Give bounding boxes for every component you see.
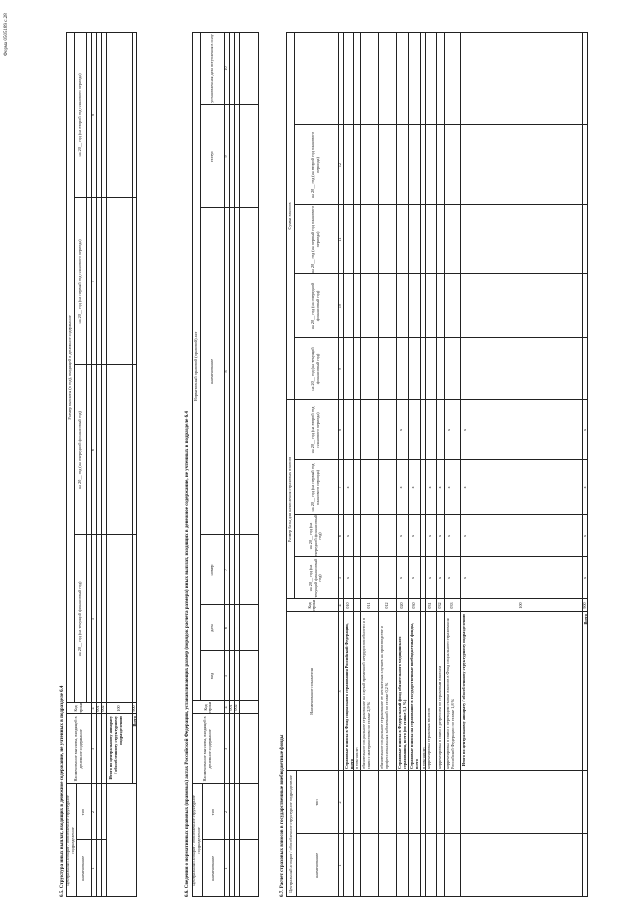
indicator-header: Наименование показателя [308, 668, 314, 715]
col-num: 7 [223, 568, 229, 572]
row-code: 020 [398, 602, 404, 609]
not-applicable-mark: x [397, 486, 403, 489]
col-num: 8 [337, 428, 343, 432]
not-applicable-mark: x [397, 576, 403, 580]
row-code [353, 599, 360, 612]
not-applicable-mark: x [445, 576, 451, 580]
not-applicable-mark: x [445, 428, 451, 432]
sum-year-plan2-header: на 20__ год (на второй год планового периода) [310, 131, 320, 199]
form-code: Форма 0505189 с.28 [4, 13, 9, 56]
not-applicable-mark: x [436, 486, 442, 489]
row-code: 030 [410, 602, 416, 609]
col-num: 6 [90, 448, 96, 452]
org-unit-header: Центральный аппарат / обособленное структурное подразделение [287, 775, 293, 893]
indicator-label: обязательное социальное страхование от несчастных случаев на производстве и профессиональных заболеваний по ставке 0,2 % [379, 626, 390, 769]
not-applicable-mark: x [344, 576, 350, 580]
sum-year-plan1-header: на 20__ год (на первый год планового периода) [310, 205, 320, 274]
sum-year-next-header: на 20__ год (на очередной финансовый год) [310, 282, 320, 330]
col-num: 4 [223, 706, 229, 709]
act-date-header: дата [208, 624, 214, 632]
row-code-header: Код строки [74, 702, 83, 715]
not-applicable-mark: x [581, 534, 587, 538]
col-num: 3 [223, 747, 229, 751]
col-num: 6 [223, 626, 229, 630]
row-code: 100 [115, 705, 121, 712]
sum-year-current-header: на 20__ год (на текущий финансовый год) [310, 347, 320, 391]
col-num: 8 [223, 370, 229, 373]
year-plan2-header: на 20__ год (на второй год планового периода) [76, 73, 82, 157]
base-year-plan1-header: на 20__ год (на первый год планового периода) [310, 463, 320, 512]
col-num: 1 [90, 867, 96, 870]
not-applicable-mark: x [409, 486, 415, 489]
indicator-label: Страховые взносы в Фонд социального страхования Российской Федерации, всего [344, 623, 355, 769]
payment-name-header: Наименование выплаты, входящей в денежное содержание [72, 716, 83, 782]
col-num: 7 [90, 280, 96, 283]
col-num: 2 [223, 810, 229, 814]
row-code: 033 [448, 602, 454, 609]
sum-title-header: Сумма взносов [286, 202, 292, 230]
section-6-6-title: 6.6. Сведения о нормативных правовых (правовых) актах Российской Федерации, устанавливающих размер (порядок расчета размера) иных выплат, входящих в денежное содержание, не учтенных в подразделе 6.4 [185, 411, 190, 897]
act-name-header: наименование [208, 358, 214, 385]
row-code: 900 [581, 602, 587, 609]
base-title-header: Размер базы для начисления страховых взносов [286, 456, 292, 543]
indicator-label: корректировка страховых взносов [426, 708, 431, 769]
not-applicable-mark: x [344, 534, 350, 538]
name-header: наименование [209, 855, 215, 882]
indicator-label: в том числе: [421, 747, 426, 769]
row-code: 002 [233, 704, 239, 711]
act-title-header: Нормативный правовой (правовой) акт [192, 331, 198, 402]
section-6-7-title: 6.7. Расчет страховых взносов в государственные внебюджетные фонды [280, 734, 285, 897]
not-applicable-mark: x [426, 534, 432, 538]
not-applicable-mark: x [436, 534, 442, 538]
type-header: тип [209, 808, 215, 816]
indicator-label: корректировка в связи с переводом ставки взносов в Фонд социального страхования Российской Федерации по ставке 1,8 % [445, 618, 456, 769]
col-num: 1 [223, 867, 229, 870]
year-plan1-header: на 20__ год (на первый год планового периода) [76, 239, 82, 324]
indicator-label: обязательное социальное страхование на случай временной нетрудоспособности и в связи с материнством по ставке 2,9 % [361, 618, 372, 769]
col-num: 11 [337, 237, 343, 242]
total-label: Всего [132, 716, 137, 727]
row-code: 012 [383, 602, 389, 609]
indicator-label: Страховые взносы на страхование в государственные внебюджетные фонды, всего [409, 623, 420, 769]
not-applicable-mark: x [461, 576, 467, 580]
row-code: 010 [344, 602, 350, 609]
col-num: 2 [337, 801, 343, 804]
not-applicable-mark: x [461, 428, 467, 432]
col-num: 10 [223, 66, 229, 71]
not-applicable-mark: x [445, 486, 451, 489]
row-code: 900 [131, 705, 137, 712]
org-unit-header: Центральный аппарат / обособленное структурное подразделение [191, 795, 201, 886]
col-num: 1 [337, 864, 343, 867]
col-num: 5 [223, 674, 229, 678]
not-applicable-mark: x [581, 576, 587, 580]
base-year-current-header: на 20__ год (на текущий финансовый год) [307, 558, 323, 598]
not-applicable-mark: x [461, 534, 467, 538]
row-code-header: Код строки [307, 599, 316, 612]
indicator-label: Всего [583, 614, 588, 625]
row-code: 002 [100, 705, 106, 712]
section-6-5-title: 6.5. Структура иных выплат, входящих в денежное содержание, не учтенных в подразделе 6.4 [60, 685, 65, 897]
not-applicable-mark: x [397, 534, 403, 538]
row-code: 011 [365, 602, 371, 609]
not-applicable-mark: x [409, 534, 415, 538]
name-header: наименование [80, 855, 86, 882]
row-code: 032 [436, 602, 442, 609]
col-num: 3 [337, 690, 343, 693]
col-num: 3 [90, 747, 96, 751]
col-num: 8 [90, 113, 96, 117]
not-applicable-mark: x [426, 486, 432, 489]
col-num: 5 [90, 617, 96, 621]
col-num: 4 [337, 604, 343, 607]
act-type-header: вид [208, 672, 214, 680]
year-next-header: на 20__ год (на очередной финансовый год) [76, 411, 82, 489]
not-applicable-mark: x [409, 576, 415, 580]
not-applicable-mark: x [445, 534, 451, 538]
indicator-label: в том числе: [354, 747, 359, 769]
act-status-date-header: установленная дата вступления в силу [208, 34, 214, 103]
not-applicable-mark: x [461, 486, 467, 489]
col-num: 9 [223, 155, 229, 158]
act-number-header: номер [208, 564, 214, 576]
indicator-label: Страховые взносы в Федеральный фонд обязательного медицинского страхования, всего (по ставке 5,1 %) [397, 636, 408, 769]
col-num: 2 [90, 810, 96, 814]
not-applicable-mark: x [397, 428, 403, 432]
not-applicable-mark: x [426, 576, 432, 580]
row-code: 001 [95, 705, 101, 712]
org-unit-header: Центральный аппарат / обособленное структурное подразделение [65, 795, 75, 886]
not-applicable-mark: x [436, 576, 442, 580]
indicator-label: Итого по центральному аппарату / обособленному структурному подразделению [461, 614, 466, 767]
col-num: 9 [337, 367, 343, 371]
not-applicable-mark: x [581, 428, 587, 432]
year-current-header: на 20__ год (на текущий финансовый год) [76, 581, 82, 657]
col-num: 7 [337, 486, 343, 489]
type-header: тип [313, 799, 319, 806]
col-num: 10 [337, 303, 343, 309]
row-code: 031 [427, 602, 433, 609]
col-num: 5 [337, 576, 343, 580]
payment-name-header: Наименование выплаты, входящей в денежное содержание [202, 716, 212, 782]
row-code-header: Код строки [203, 701, 212, 714]
base-year-next-header: на 20__ год (на очередной финансовый год) [307, 515, 323, 557]
act-status-header: статус [208, 150, 214, 163]
row-code: 100 [517, 602, 523, 609]
base-year-plan2-header: на 20__ год (на второй год планового периода) [310, 406, 320, 454]
row-code: 001 [228, 704, 234, 711]
col-num: 6 [337, 534, 343, 538]
col-num: 4 [90, 707, 96, 710]
not-applicable-mark: x [344, 486, 350, 489]
amount-title-header: Размер выплаты (в год), входящей в денежное содержание [66, 315, 72, 420]
col-num: 12 [337, 162, 343, 168]
type-header: тип [80, 808, 86, 816]
indicator-label: корректировка в связи с регрессом по страховым взносам [437, 666, 442, 769]
name-header: наименование [313, 852, 319, 879]
not-applicable-mark: x [581, 486, 587, 489]
total-central-label: Итого по центральному аппарату / обособленному структурному подразделению [108, 716, 124, 780]
